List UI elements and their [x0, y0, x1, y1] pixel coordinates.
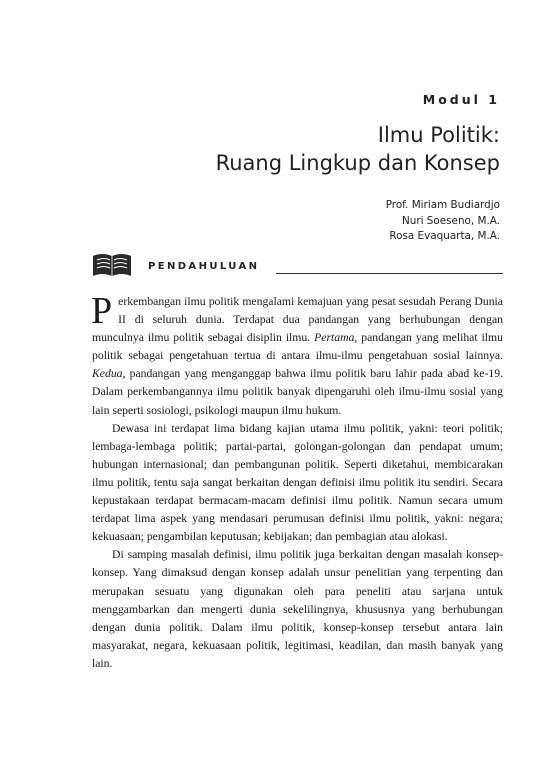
chapter-title-line-1: Ilmu Politik:: [377, 123, 500, 147]
open-book-icon: [92, 252, 132, 278]
body-text: [91, 290, 503, 673]
author-name: Prof. Miriam Budiardjo: [385, 199, 500, 211]
chapter-title-line-2: Ruang Lingkup dan Konsep: [215, 151, 500, 175]
author-list: [386, 198, 500, 245]
section-divider: [276, 273, 503, 274]
paragraph-text: pandangan yang menganggap bahwa ilmu politik baru lahir pada abad ke-19. Dalam perkembangannya ilmu politik banyak dipengaruhi oleh ilmu-ilmu sosial yang lain seperti sosiologi, psikologi maupun ilmu hukum.: [92, 367, 503, 417]
emphasis-text: Pertama,: [314, 331, 358, 345]
emphasis-text: Kedua,: [92, 367, 126, 381]
drop-cap: P: [91, 290, 113, 332]
paragraph: [91, 290, 503, 420]
section-title: PENDAHULUAN: [148, 261, 260, 272]
module-label: Modul 1: [422, 92, 500, 107]
paragraph-text: pandangan yang melihat ilmu politik sebagai pengetahuan tertua di antara ilmu-ilmu pengetahuan sosial lainnya.: [92, 331, 503, 363]
author-name: Nuri Soeseno, M.A.: [401, 214, 500, 227]
paragraph: Dewasa ini terdapat lima bidang kajian utama ilmu politik, yakni: teori politik; lembaga-lembaga politik; partai-partai, golongan-golongan dan pendapat umum; hubungan internasional; dan pembangunan politik. Seperti diketahui, membicarakan ilmu politik, tentu saja sangat berkaitan dengan definisi ilmu politik itu sendiri. Secara kepustakaan terdapat bermacam-macam definisi ilmu politik. Namun secara umum terdapat lima aspek yang mendasari perumusan definisi ilmu politik, yakni: negara; kekuasaan; pengambilan keputusan; kebijakan; dan pembagian atau alokasi.: [92, 421, 503, 544]
chapter-title: [216, 121, 500, 177]
author-name: Rosa Evaquarta, M.A.: [389, 230, 500, 242]
paragraph-text: erkembangan ilmu politik mengalami kemajuan yang pesat sesudah Perang Dunia II di seluruh dunia. Terdapat dua pandangan yang berhubungan dengan munculnya ilmu politik sebagai disiplin ilmu.: [92, 295, 503, 345]
paragraph: Di samping masalah definisi, ilmu politik juga berkaitan dengan masalah konsep-konsep. Yang dimaksud dengan konsep adalah unsur penelitian yang terpenting dan merupakan sesuatu yang digunakan oleh para peneliti atau sarjana untuk menggambarkan dan mengerti dunia sekelilingnya, khususnya yang berhubungan dengan dunia politik. Dalam ilmu politik, konsep-konsep tersebut antara lain masyarakat, negara, kekuasaan politik, legitimasi, keadilan, dan masih banyak yang lain.: [92, 548, 503, 670]
